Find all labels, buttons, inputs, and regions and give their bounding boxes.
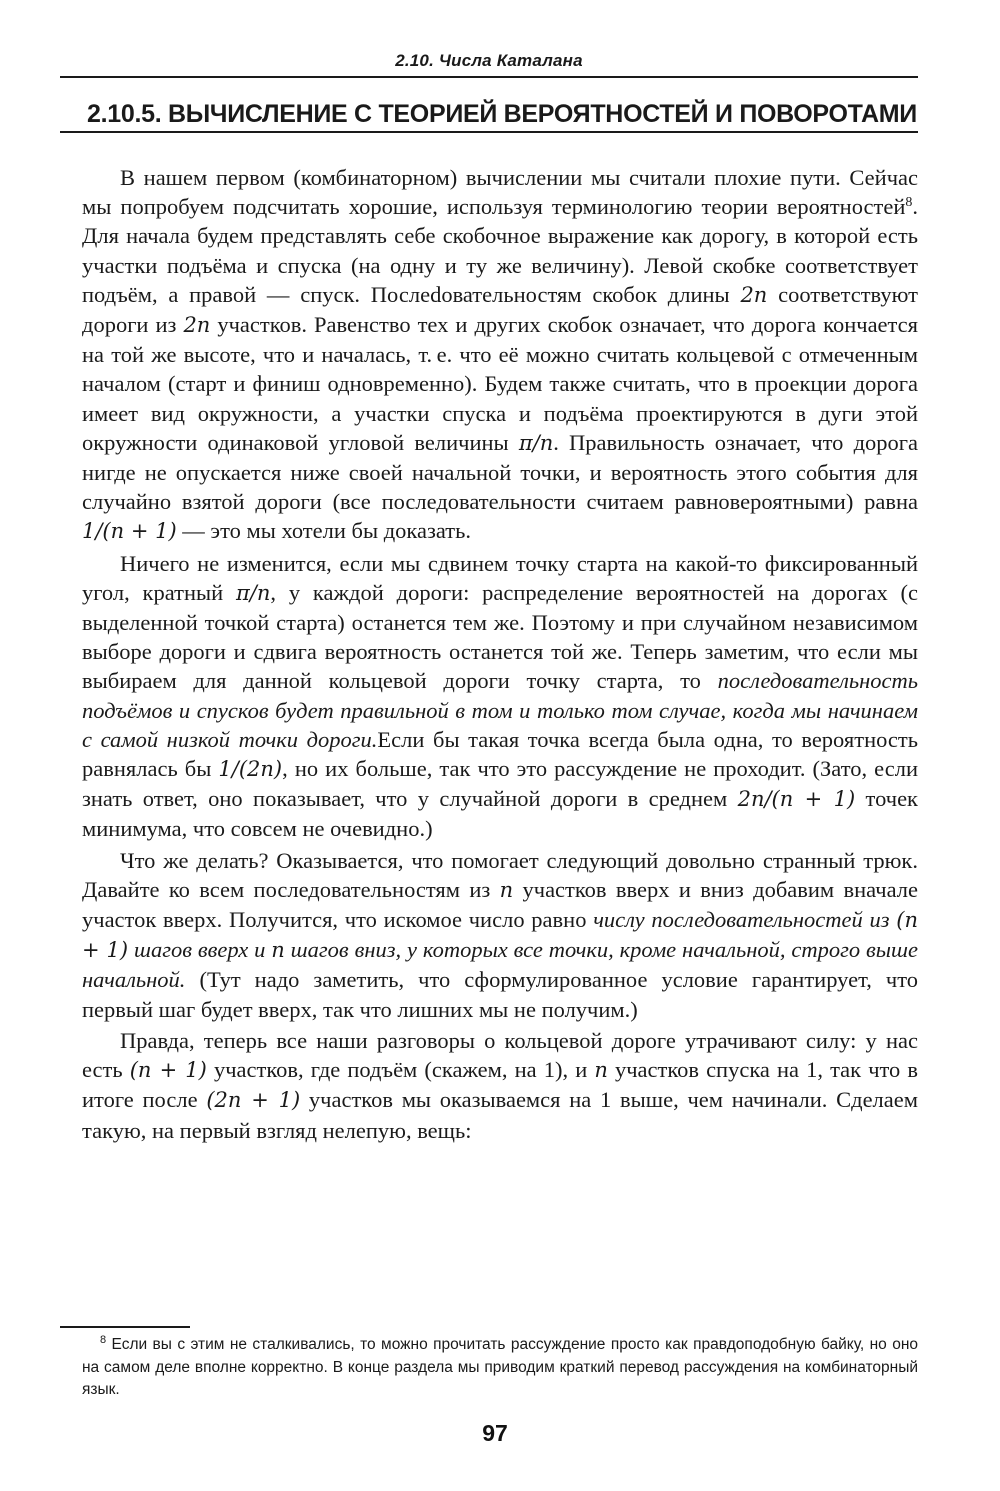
page-number: 97 (482, 1420, 508, 1446)
footnote-marker: 8 (100, 1334, 107, 1346)
header-rule (60, 76, 918, 78)
section-title-rule (60, 131, 918, 133)
footnote-reference: 8 (905, 195, 913, 211)
math-expression: (n + 1) (129, 1058, 207, 1083)
emphasized-text: шагов вверх и (128, 937, 272, 963)
footnote-text (82, 1334, 918, 1402)
math-expression: n (499, 877, 514, 902)
text-run: участков, где подъём (скажем, на 1), и (206, 1057, 595, 1083)
math-expression: n (271, 938, 285, 963)
math-expression: (2n + 1) (206, 1088, 301, 1113)
running-head: 2.10. Числа Каталана (395, 51, 583, 70)
text-run: участков вверх и вниз добавим вначале участок вверх. Получится, что искомое число равно (82, 876, 918, 933)
emphasized-text: шагов вниз, у которых все точки, кроме начальной, строго выше начальной. (82, 937, 918, 993)
text-run: Ничего не изменится, если мы сдвинем точку старта на какой-то фиксированный угол, кратный (82, 550, 918, 605)
text-run: Правда, теперь все наши разговоры о кольцевой дороге утрачивают силу: у нас есть (82, 1027, 918, 1083)
footnote-body: Если вы с этим не сталкивались, то можно прочитать рассуждение просто как правдоподобную байку, но оно на самом деле вполне корректно. В конце раздела мы приводим краткий перевод рассуждения на комбинаторный язык. (82, 1336, 919, 1398)
text-run: соответствуют дороги из (82, 281, 918, 338)
text-run: участков спуска на 1, так что в итоге после (82, 1057, 919, 1113)
math-expression: (n + 1) (82, 908, 918, 963)
math-expression: 2n (740, 282, 768, 307)
math-expression: π/n (236, 580, 271, 605)
section-title: 2.10.5. ВЫЧИСЛЕНИЕ С ТЕОРИЕЙ ВЕРОЯТНОСТЕЙ И ПОВОРОТАМИ (87, 100, 917, 128)
paragraph (82, 1026, 918, 1145)
paragraph (82, 846, 918, 1024)
math-expression: π/n (518, 430, 554, 455)
math-expression: 1/(n + 1) (82, 519, 177, 544)
text-run: . Для начала будем представлять себе скобочное выражение как дорогу, в которой есть участки подъёма и спуска (на одну и ту же величину). Левой скобке соответствует подъём, а правой — спуск. Послеdовательностям скобок длины (82, 194, 918, 307)
text-run: Что же делать? Оказывается, что помогает следующий довольно странный трюк. Давайте ко всем последовательностям из (82, 847, 918, 902)
text-run: , у каждой дороги: распределение вероятностей на дорогах (с выделенной точкой старта) останется тем же. Поэтому и при случайном независимом выборе дороги и сдвига вероятность останется той же. Теперь заметим, что если мы выбираем для данной кольцевой дороги точку старта, то (82, 579, 918, 694)
paragraph (82, 549, 918, 844)
text-run: (Тут надо заметить, что сформулированное условие гарантирует, что первый шаг будет вверх, так что лишних мы не получим.) (82, 967, 918, 1022)
text-run: Если бы такая точка всегда была одна, то вероятность равнялась бы (82, 726, 918, 782)
paragraph (82, 163, 918, 547)
math-expression: n (594, 1058, 608, 1083)
text-run: . Правильность означает, что дорога нигде не опускается ниже своей начальной точки, и вероятность этого события для случайно взятой дороги (все последовательности считаем равновероятными) равна (82, 429, 918, 515)
body-text (82, 163, 918, 1145)
text-run: В нашем первом (комбинаторном) вычислении мы считали плохие пути. Сейчас мы попробуем подсчитать хорошие, используя терминологию теории вероятностей (82, 165, 918, 220)
emphasized-text: последовательность подъёмов и спусков будет правильной в том и только том случае, когда мы начинаем с самой низкой точки дороги. (82, 668, 918, 752)
math-expression: 1/(2n) (218, 757, 283, 782)
footnote-rule (60, 1326, 190, 1328)
math-expression: 2n/(n + 1) (737, 787, 856, 812)
text-run: участков мы оказываемся на 1 выше, чем начинали. Сделаем такую, на первый взгляд нелепую, вещь: (82, 1087, 918, 1143)
math-expression: 2n (183, 313, 211, 338)
text-run: точек минимума, что совсем не очевидно.) (82, 786, 918, 842)
text-run: — это мы хотели бы доказать. (176, 518, 471, 544)
footnote (82, 1334, 918, 1402)
text-run: участков. Равенство тех и других скобок означает, что дорога кончается на той же высоте, что и началась, т. е. что её можно считать кольцевой с отмеченным началом (старт и финиш одновременно). Будем также считать, что в проекции дорога имеет вид окружности, а участки спуска и подъёма проектируются в дуги этой окружности одинаковой угловой величины (82, 312, 918, 455)
emphasized-text: числу последовательностей из (593, 907, 897, 933)
text-run: , но их больше, так что это рассуждение не проходит. (Зато, если знать ответ, оно показывает, что у случайной дороги в среднем (82, 756, 918, 812)
